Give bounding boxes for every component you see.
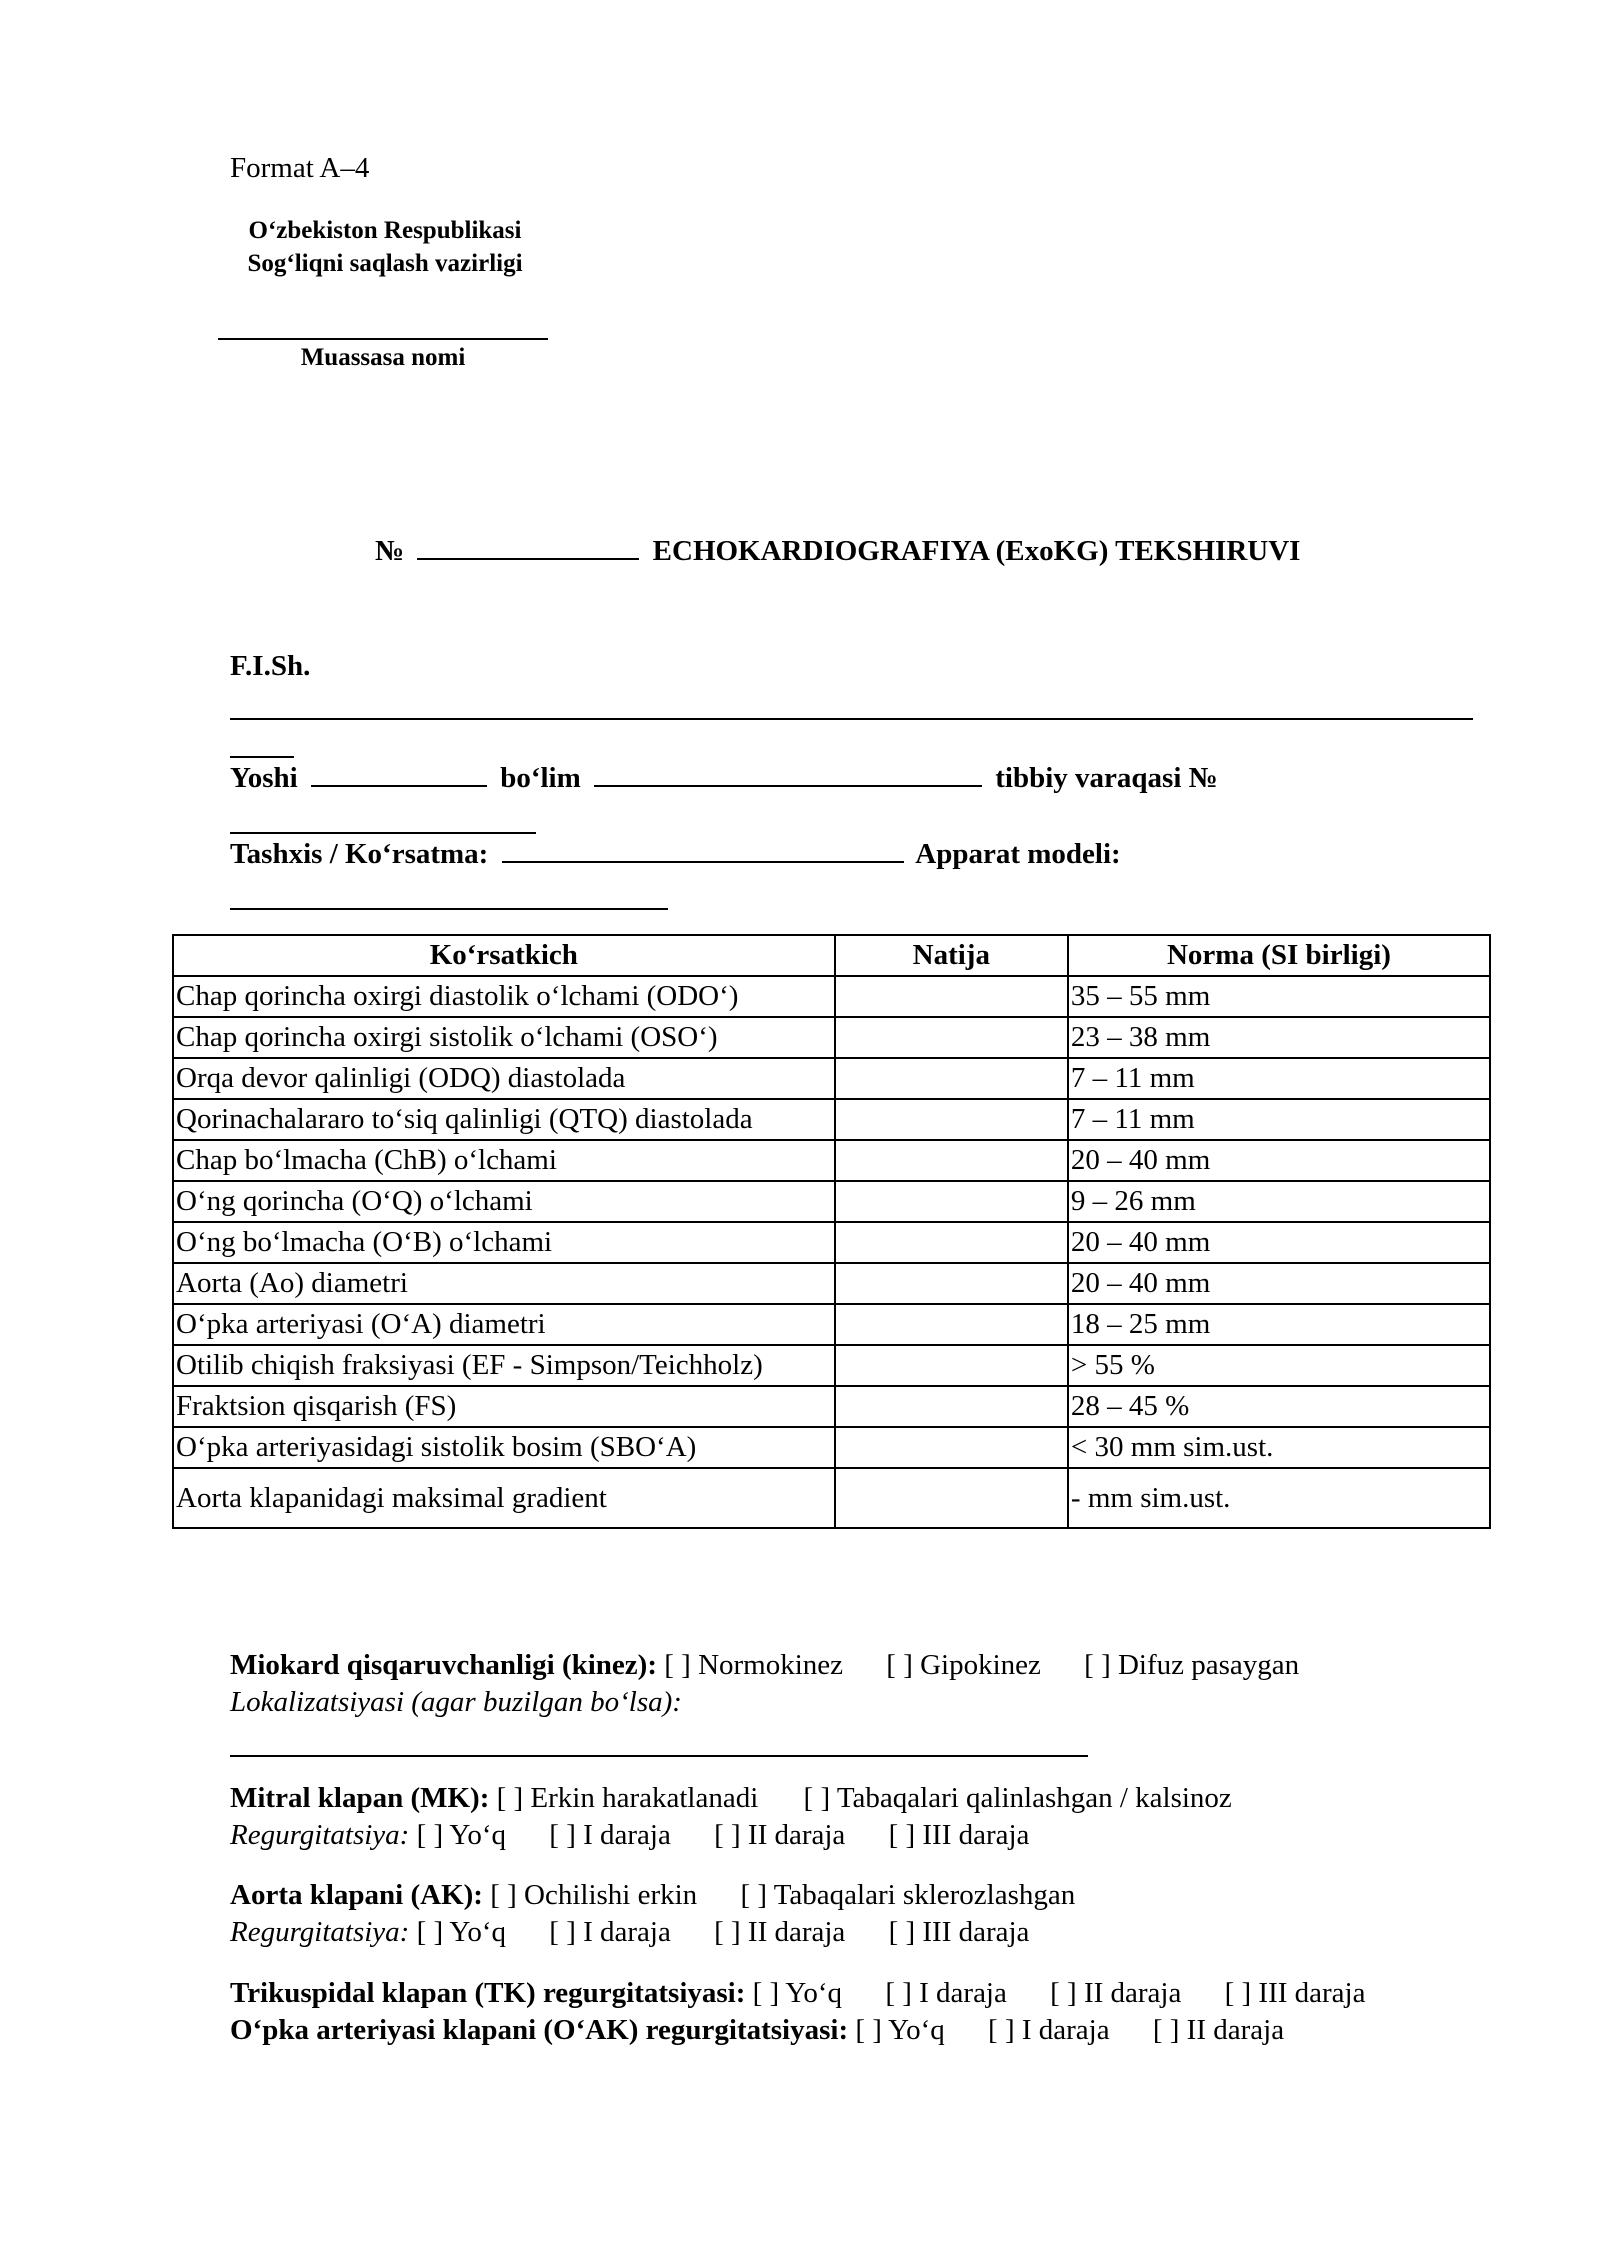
age-field[interactable] bbox=[311, 781, 487, 787]
indicator-cell: O‘pka arteriyasi (O‘A) diametri bbox=[173, 1304, 835, 1345]
table-row bbox=[173, 976, 1490, 1017]
diagnosis-label: Tashxis / Ko‘rsatma: bbox=[230, 838, 489, 870]
table-header-row bbox=[173, 935, 1490, 976]
record-number-field[interactable] bbox=[230, 832, 536, 834]
option-gipokinez[interactable]: [ ] Gipokinez bbox=[886, 1649, 1041, 1681]
result-cell[interactable] bbox=[835, 1181, 1068, 1222]
table-row bbox=[173, 1017, 1490, 1058]
device-model-field[interactable] bbox=[230, 908, 668, 910]
table-row bbox=[173, 1468, 1490, 1528]
institution-label: Muassasa nomi bbox=[300, 344, 466, 371]
diagnosis-device-line bbox=[230, 838, 1121, 871]
header-result: Natija bbox=[835, 935, 1068, 976]
table-row bbox=[173, 1386, 1490, 1427]
department-label: bo‘lim bbox=[500, 762, 581, 794]
result-cell[interactable] bbox=[835, 1345, 1068, 1386]
diagnosis-field[interactable] bbox=[502, 857, 904, 863]
option-yoq[interactable]: [ ] Yo‘q bbox=[416, 1916, 507, 1948]
number-sign: № bbox=[375, 535, 405, 567]
option-yoq[interactable]: [ ] Yo‘q bbox=[855, 2014, 945, 2046]
norm-cell: 35 – 55 mm bbox=[1068, 976, 1490, 1017]
mitral-regurgitation-line bbox=[230, 1817, 1029, 1854]
table-row bbox=[173, 1427, 1490, 1468]
age-label: Yoshi bbox=[230, 762, 298, 794]
norm-cell: 20 – 40 mm bbox=[1068, 1140, 1490, 1181]
option-iii-daraja[interactable]: [ ] III daraja bbox=[888, 1916, 1030, 1948]
mitral-label: Mitral klapan (MK): bbox=[230, 1782, 490, 1814]
record-label: tibbiy varaqasi № bbox=[995, 762, 1218, 794]
result-cell[interactable] bbox=[835, 1140, 1068, 1181]
department-field[interactable] bbox=[594, 781, 982, 787]
table-row bbox=[173, 1181, 1490, 1222]
aortic-line bbox=[230, 1877, 1075, 1914]
option-iii-daraja[interactable]: [ ] III daraja bbox=[1224, 1977, 1366, 2009]
indicator-cell: Aorta (Ao) diametri bbox=[173, 1263, 835, 1304]
localization-field[interactable] bbox=[230, 1755, 1088, 1757]
option-ochilishi-erkin[interactable]: [ ] Ochilishi erkin bbox=[490, 1879, 698, 1911]
aortic-label: Aorta klapani (AK): bbox=[230, 1879, 483, 1911]
result-cell[interactable] bbox=[835, 1263, 1068, 1304]
table-row bbox=[173, 1345, 1490, 1386]
aortic-reg-label: Regurgitatsiya: bbox=[230, 1916, 410, 1948]
result-cell[interactable] bbox=[835, 1427, 1068, 1468]
option-erkin-harakatlanadi[interactable]: [ ] Erkin harakatlanadi bbox=[496, 1782, 759, 1814]
option-iii-daraja[interactable]: [ ] III daraja bbox=[888, 1819, 1030, 1851]
indicator-cell: Fraktsion qisqarish (FS) bbox=[173, 1386, 835, 1427]
table-row bbox=[173, 1222, 1490, 1263]
option-ii-daraja[interactable]: [ ] II daraja bbox=[1050, 1977, 1182, 2009]
echo-results-table bbox=[172, 934, 1491, 1529]
table-row bbox=[173, 1304, 1490, 1345]
pulmonary-label: O‘pka arteriyasi klapani (O‘AK) regurgitatsiyasi: bbox=[230, 2014, 849, 2046]
aortic-regurgitation-line bbox=[230, 1914, 1029, 1951]
norm-cell: - mm sim.ust. bbox=[1068, 1468, 1490, 1528]
option-i-daraja[interactable]: [ ] I daraja bbox=[885, 1977, 1007, 2009]
result-cell[interactable] bbox=[835, 1386, 1068, 1427]
device-label: Apparat modeli: bbox=[915, 838, 1121, 870]
document-title bbox=[375, 535, 1300, 568]
table-row bbox=[173, 1099, 1490, 1140]
result-cell[interactable] bbox=[835, 1099, 1068, 1140]
result-cell[interactable] bbox=[835, 1304, 1068, 1345]
tricuspid-line bbox=[230, 1975, 1365, 2012]
indicator-cell: Chap bo‘lmacha (ChB) o‘lchami bbox=[173, 1140, 835, 1181]
table-row bbox=[173, 1263, 1490, 1304]
norm-cell: 7 – 11 mm bbox=[1068, 1099, 1490, 1140]
pulmonary-line bbox=[230, 2012, 1284, 2049]
institution-name-field[interactable] bbox=[218, 338, 548, 340]
indicator-cell: Orqa devor qalinligi (ODQ) diastolada bbox=[173, 1058, 835, 1099]
mitral-reg-label: Regurgitatsiya: bbox=[230, 1819, 410, 1851]
option-ii-daraja[interactable]: [ ] II daraja bbox=[1152, 2014, 1285, 2046]
option-normokinez[interactable]: [ ] Normokinez bbox=[664, 1649, 844, 1681]
indicator-cell: Otilib chiqish fraksiyasi (EF - Simpson/Teichholz) bbox=[173, 1345, 835, 1386]
indicator-cell: Chap qorincha oxirgi sistolik o‘lchami (OSO‘) bbox=[173, 1017, 835, 1058]
result-cell[interactable] bbox=[835, 1468, 1068, 1528]
result-cell[interactable] bbox=[835, 976, 1068, 1017]
option-tabaqalari-qalinlashgan[interactable]: [ ] Tabaqalari qalinlashgan / kalsinoz bbox=[803, 1782, 1232, 1814]
norm-cell: 9 – 26 mm bbox=[1068, 1181, 1490, 1222]
header-norm: Norma (SI birligi) bbox=[1068, 935, 1490, 976]
norm-cell: 7 – 11 mm bbox=[1068, 1058, 1490, 1099]
norm-cell: < 30 mm sim.ust. bbox=[1068, 1427, 1490, 1468]
ministry-block bbox=[210, 214, 560, 280]
ministry-line-1: O‘zbekiston Respublikasi bbox=[248, 217, 522, 244]
norm-cell: 18 – 25 mm bbox=[1068, 1304, 1490, 1345]
result-cell[interactable] bbox=[835, 1017, 1068, 1058]
indicator-cell: Aorta klapanidagi maksimal gradient bbox=[173, 1468, 835, 1528]
result-cell[interactable] bbox=[835, 1222, 1068, 1263]
option-yoq[interactable]: [ ] Yo‘q bbox=[416, 1819, 507, 1851]
norm-cell: 28 – 45 % bbox=[1068, 1386, 1490, 1427]
document-number-field[interactable] bbox=[417, 554, 639, 560]
myocard-label: Miokard qisqaruvchanligi (kinez): bbox=[230, 1649, 657, 1681]
option-ii-daraja[interactable]: [ ] II daraja bbox=[714, 1916, 846, 1948]
option-ii-daraja[interactable]: [ ] II daraja bbox=[714, 1819, 846, 1851]
option-i-daraja[interactable]: [ ] I daraja bbox=[549, 1916, 671, 1948]
tricuspid-label: Trikuspidal klapan (TK) regurgitatsiyasi: bbox=[230, 1977, 746, 2009]
option-i-daraja[interactable]: [ ] I daraja bbox=[549, 1819, 671, 1851]
indicator-cell: Chap qorincha oxirgi diastolik o‘lchami (ODO‘) bbox=[173, 976, 835, 1017]
fish-field[interactable] bbox=[230, 718, 1473, 720]
norm-cell: 20 – 40 mm bbox=[1068, 1222, 1490, 1263]
mitral-line bbox=[230, 1780, 1232, 1817]
indicator-cell: O‘pka arteriyasidagi sistolik bosim (SBO‘A) bbox=[173, 1427, 835, 1468]
myocard-line bbox=[230, 1647, 1299, 1684]
option-i-daraja[interactable]: [ ] I daraja bbox=[988, 2014, 1110, 2046]
option-difuz-pasaygan[interactable]: [ ] Difuz pasaygan bbox=[1084, 1649, 1300, 1681]
indicator-cell: O‘ng qorincha (O‘Q) o‘lchami bbox=[173, 1181, 835, 1222]
ministry-line-2: Sog‘liqni saqlash vazirligi bbox=[247, 250, 523, 277]
fish-field-continuation[interactable] bbox=[230, 756, 294, 758]
localization-label: Lokalizatsiyasi (agar buzilgan bo‘lsa): bbox=[230, 1686, 682, 1718]
norm-cell: 23 – 38 mm bbox=[1068, 1017, 1490, 1058]
result-cell[interactable] bbox=[835, 1058, 1068, 1099]
norm-cell: > 55 % bbox=[1068, 1345, 1490, 1386]
header-indicator: Ko‘rsatkich bbox=[173, 935, 835, 976]
table-row bbox=[173, 1140, 1490, 1181]
option-tabaqalari-sklerozlashgan[interactable]: [ ] Tabaqalari sklerozlashgan bbox=[740, 1879, 1076, 1911]
indicator-cell: Qorinachalararo to‘siq qalinligi (QTQ) diastolada bbox=[173, 1099, 835, 1140]
norm-cell: 20 – 40 mm bbox=[1068, 1263, 1490, 1304]
table-row bbox=[173, 1058, 1490, 1099]
option-yoq[interactable]: [ ] Yo‘q bbox=[752, 1977, 843, 2009]
format-label: Format A–4 bbox=[230, 152, 370, 184]
age-department-line bbox=[230, 762, 1218, 795]
fish-label: F.I.Sh. bbox=[230, 650, 311, 682]
indicator-cell: O‘ng bo‘lmacha (O‘B) o‘lchami bbox=[173, 1222, 835, 1263]
title-text: ECHOKARDIOGRAFIYA (ExoKG) TEKSHIRUVI bbox=[652, 535, 1301, 567]
